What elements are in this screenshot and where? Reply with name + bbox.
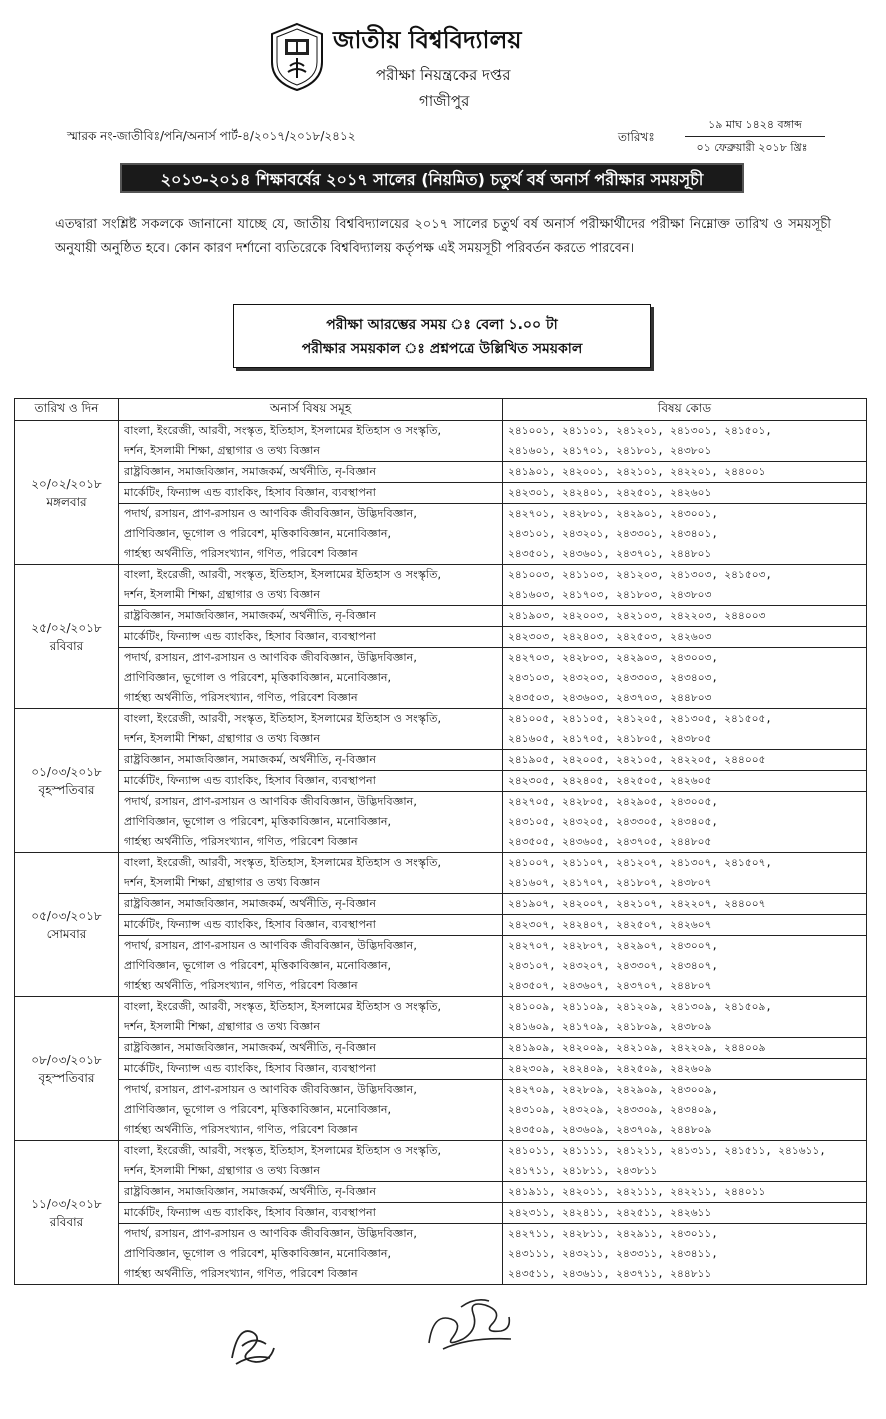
table-row [15, 894, 867, 915]
codes-cell [503, 997, 867, 1038]
subject-code-line: ২৪৩১০৯, ২৪৩২০৯, ২৪৩৩০৯, ২৪৩৪০৯, [508, 1104, 718, 1116]
subject-line: প্রাণিবিজ্ঞান, ভূগোল ও পরিবেশ, মৃত্তিকাবিজ্ঞান, মনোবিজ্ঞান, [124, 671, 392, 684]
subject-line: রাষ্ট্রবিজ্ঞান, সমাজবিজ্ঞান, সমাজকর্ম, অর্থনীতি, নৃ-বিজ্ঞান [124, 1185, 377, 1198]
codes-cell [503, 1080, 867, 1141]
subject-line: গার্হস্থ্য অর্থনীতি, পরিসংখ্যান, গণিত, পরিবেশ বিজ্ঞান [124, 1267, 358, 1280]
city-name: গাজীপুর [419, 92, 470, 110]
codes-cell [503, 1224, 867, 1285]
subject-code-line: ২৪২৭১১, ২৪২৮১১, ২৪২৯১১, ২৪৩০১১, [508, 1228, 718, 1240]
subject-line: মার্কেটিং, ফিন্যান্স এন্ড ব্যাংকিং, হিসাব বিজ্ঞান, ব্যবস্থাপনা [124, 1206, 376, 1219]
subject-line: বাংলা, ইংরেজী, আরবী, সংস্কৃত, ইতিহাস, ইসলামের ইতিহাস ও সংস্কৃতি, [124, 568, 442, 581]
subject-line: রাষ্ট্রবিজ্ঞান, সমাজবিজ্ঞান, সমাজকর্ম, অর্থনীতি, নৃ-বিজ্ঞান [124, 465, 377, 478]
subject-line: মার্কেটিং, ফিন্যান্স এন্ড ব্যাংকিং, হিসাব বিজ্ঞান, ব্যবস্থাপনা [124, 774, 376, 787]
subjects-cell [119, 504, 503, 565]
codes-cell [503, 504, 867, 565]
subject-code-line: ২৪১৬০৭, ২৪১৭০৭, ২৪১৮০৭, ২৪৩৮০৭ [508, 877, 712, 889]
subject-line: মার্কেটিং, ফিন্যান্স এন্ড ব্যাংকিং, হিসাব বিজ্ঞান, ব্যবস্থাপনা [124, 918, 376, 931]
subject-code-line: ২৪১৯০১, ২৪২০০১, ২৪২১০১, ২৪২২০১, ২৪৪০০১ [508, 466, 766, 478]
table-row [15, 792, 867, 853]
subject-code-line: ২৪১৬০৯, ২৪১৭০৯, ২৪১৮০৯, ২৪৩৮০৯ [508, 1021, 712, 1033]
codes-cell [503, 936, 867, 997]
subject-line: রাষ্ট্রবিজ্ঞান, সমাজবিজ্ঞান, সমাজকর্ম, অর্থনীতি, নৃ-বিজ্ঞান [124, 753, 377, 766]
exam-day: মঙ্গলবার [46, 494, 87, 509]
date-day-cell [15, 421, 119, 565]
subject-line: বাংলা, ইংরেজী, আরবী, সংস্কৃত, ইতিহাস, ইসলামের ইতিহাস ও সংস্কৃতি, [124, 1000, 442, 1013]
subject-code-line: ২৪১৭১১, ২৪১৮১১, ২৪৩৮১১ [508, 1165, 658, 1177]
subject-line: গার্হস্থ্য অর্থনীতি, পরিসংখ্যান, গণিত, পরিবেশ বিজ্ঞান [124, 979, 358, 992]
table-row [15, 709, 867, 750]
table-row [15, 853, 867, 894]
table-row [15, 915, 867, 936]
subject-code-line: ২৪১০০১, ২৪১১০১, ২৪১২০১, ২৪১৩০১, ২৪১৫০১, [508, 425, 772, 437]
subjects-cell [119, 1080, 503, 1141]
subject-line: মার্কেটিং, ফিন্যান্স এন্ড ব্যাংকিং, হিসাব বিজ্ঞান, ব্যবস্থাপনা [124, 1062, 376, 1075]
table-row [15, 1182, 867, 1203]
subject-line: গার্হস্থ্য অর্থনীতি, পরিসংখ্যান, গণিত, পরিবেশ বিজ্ঞান [124, 1123, 358, 1136]
subject-line: বাংলা, ইংরেজী, আরবী, সংস্কৃত, ইতিহাস, ইসলামের ইতিহাস ও সংস্কৃতি, [124, 712, 442, 725]
exam-date: ২৫/০২/২০১৮ [31, 620, 102, 635]
table-row [15, 1141, 867, 1182]
subjects-cell [119, 1141, 503, 1182]
table-row [15, 483, 867, 504]
table-header-row [15, 399, 867, 421]
subject-code-line: ২৪৩৫০৩, ২৪৩৬০৩, ২৪৩৭০৩, ২৪৪৮০৩ [508, 692, 712, 704]
signature-right-icon [423, 1293, 515, 1355]
codes-cell [503, 1141, 867, 1182]
subject-code-line: ২৪২৭০১, ২৪২৮০১, ২৪২৯০১, ২৪৩০০১, [508, 508, 718, 520]
subject-line: মার্কেটিং, ফিন্যান্স এন্ড ব্যাংকিং, হিসাব বিজ্ঞান, ব্যবস্থাপনা [124, 486, 376, 499]
subjects-cell [119, 648, 503, 709]
subject-line: পদার্থ, রসায়ন, প্রাণ-রসায়ন ও আণবিক জীববিজ্ঞান, উদ্ভিদবিজ্ঞান, [124, 795, 417, 808]
subjects-cell [119, 894, 503, 915]
subject-line: প্রাণিবিজ্ঞান, ভূগোল ও পরিবেশ, মৃত্তিকাবিজ্ঞান, মনোবিজ্ঞান, [124, 1247, 392, 1260]
subject-line: রাষ্ট্রবিজ্ঞান, সমাজবিজ্ঞান, সমাজকর্ম, অর্থনীতি, নৃ-বিজ্ঞান [124, 897, 377, 910]
codes-cell [503, 853, 867, 894]
table-row [15, 606, 867, 627]
subject-code-line: ২৪৩১০৩, ২৪৩২০৩, ২৪৩৩০৩, ২৪৩৪০৩, [508, 672, 718, 684]
subjects-cell [119, 709, 503, 750]
subjects-cell [119, 915, 503, 936]
subject-line: বাংলা, ইংরেজী, আরবী, সংস্কৃত, ইতিহাস, ইসলামের ইতিহাস ও সংস্কৃতি, [124, 856, 442, 869]
subjects-cell [119, 421, 503, 462]
subjects-cell [119, 1182, 503, 1203]
codes-cell [503, 483, 867, 504]
subjects-cell [119, 1059, 503, 1080]
subject-code-line: ২৪২৩০৯, ২৪২৪০৯, ২৪২৫০৯, ২৪২৬০৯ [508, 1063, 712, 1075]
subjects-cell [119, 771, 503, 792]
subject-line: দর্শন, ইসলামী শিক্ষা, গ্রন্থাগার ও তথ্য বিজ্ঞান [124, 876, 321, 889]
subject-line: পদার্থ, রসায়ন, প্রাণ-রসায়ন ও আণবিক জীববিজ্ঞান, উদ্ভিদবিজ্ঞান, [124, 1083, 417, 1096]
subjects-cell [119, 606, 503, 627]
signature-left-icon [226, 1318, 278, 1370]
subjects-cell [119, 1038, 503, 1059]
table-row [15, 565, 867, 606]
codes-cell [503, 894, 867, 915]
date-bangla: ১৯ মাঘ ১৪২৪ বঙ্গাব্দ [685, 116, 825, 137]
codes-cell [503, 1203, 867, 1224]
codes-cell [503, 627, 867, 648]
subject-code-line: ২৪২৩০৭, ২৪২৪০৭, ২৪২৫০৭, ২৪২৬০৭ [508, 919, 712, 931]
exam-duration: পরীক্ষার সময়কাল ঃ প্রশ্নপত্রে উল্লিখিত সময়কাল [301, 341, 583, 357]
codes-cell [503, 1038, 867, 1059]
exam-date: ০৮/০৩/২০১৮ [31, 1052, 102, 1067]
date-day-cell [15, 709, 119, 853]
schedule-body [15, 421, 867, 1285]
subject-code-line: ২৪৩৫০৯, ২৪৩৬০৯, ২৪৩৭০৯, ২৪৪৮০৯ [508, 1124, 712, 1136]
table-row [15, 750, 867, 771]
subject-line: পদার্থ, রসায়ন, প্রাণ-রসায়ন ও আণবিক জীববিজ্ঞান, উদ্ভিদবিজ্ঞান, [124, 1227, 417, 1240]
university-logo-icon [268, 22, 326, 92]
subject-code-line: ২৪৩৫০৭, ২৪৩৬০৭, ২৪৩৭০৭, ২৪৪৮০৭ [508, 980, 712, 992]
subjects-cell [119, 997, 503, 1038]
subject-line: মার্কেটিং, ফিন্যান্স এন্ড ব্যাংকিং, হিসাব বিজ্ঞান, ব্যবস্থাপনা [124, 630, 376, 643]
exam-date: ১১/০৩/২০১৮ [31, 1196, 102, 1211]
subject-line: গার্হস্থ্য অর্থনীতি, পরিসংখ্যান, গণিত, পরিবেশ বিজ্ঞান [124, 835, 358, 848]
subjects-cell [119, 627, 503, 648]
codes-cell [503, 462, 867, 483]
subject-code-line: ২৪১৬০৩, ২৪১৭০৩, ২৪১৮০৩, ২৪৩৮০৩ [508, 589, 712, 601]
subject-code-line: ২৪৩৫০৫, ২৪৩৬০৫, ২৪৩৭০৫, ২৪৪৮০৫ [508, 836, 712, 848]
subject-line: বাংলা, ইংরেজী, আরবী, সংস্কৃত, ইতিহাস, ইসলামের ইতিহাস ও সংস্কৃতি, [124, 424, 442, 437]
subject-line: রাষ্ট্রবিজ্ঞান, সমাজবিজ্ঞান, সমাজকর্ম, অর্থনীতি, নৃ-বিজ্ঞান [124, 1041, 377, 1054]
subjects-cell [119, 483, 503, 504]
subject-code-line: ২৪৩৫০১, ২৪৩৬০১, ২৪৩৭০১, ২৪৪৮০১ [508, 548, 712, 560]
date-label: তারিখঃ [618, 130, 655, 144]
subjects-cell [119, 792, 503, 853]
date-english: ০১ ফেব্রুয়ারী ২০১৮ খ্রিঃ [696, 141, 808, 154]
subjects-cell [119, 565, 503, 606]
office-name: পরীক্ষা নিয়ন্ত্রকের দপ্তর [376, 66, 511, 84]
subjects-cell [119, 750, 503, 771]
codes-cell [503, 709, 867, 750]
codes-cell [503, 606, 867, 627]
subject-code-line: ২৪৩১০৫, ২৪৩২০৫, ২৪৩৩০৫, ২৪৩৪০৫, [508, 816, 718, 828]
subject-code-line: ২৪১৯০৫, ২৪২০০৫, ২৪২১০৫, ২৪২২০৫, ২৪৪০০৫ [508, 754, 766, 766]
subject-line: প্রাণিবিজ্ঞান, ভূগোল ও পরিবেশ, মৃত্তিকাবিজ্ঞান, মনোবিজ্ঞান, [124, 1103, 392, 1116]
subject-line: রাষ্ট্রবিজ্ঞান, সমাজবিজ্ঞান, সমাজকর্ম, অর্থনীতি, নৃ-বিজ্ঞান [124, 609, 377, 622]
codes-cell [503, 915, 867, 936]
subject-line: দর্শন, ইসলামী শিক্ষা, গ্রন্থাগার ও তথ্য বিজ্ঞান [124, 732, 321, 745]
subject-line: দর্শন, ইসলামী শিক্ষা, গ্রন্থাগার ও তথ্য বিজ্ঞান [124, 444, 321, 457]
table-row [15, 627, 867, 648]
subject-line: দর্শন, ইসলামী শিক্ষা, গ্রন্থাগার ও তথ্য বিজ্ঞান [124, 1164, 321, 1177]
header-subject-code: বিষয় কোড [503, 399, 867, 421]
table-row [15, 648, 867, 709]
codes-cell [503, 648, 867, 709]
table-row [15, 504, 867, 565]
exam-day: বৃহস্পতিবার [38, 782, 95, 797]
exam-day: রবিবার [49, 638, 84, 653]
table-row [15, 771, 867, 792]
subject-line: দর্শন, ইসলামী শিক্ষা, গ্রন্থাগার ও তথ্য বিজ্ঞান [124, 1020, 321, 1033]
exam-date: ২০/০২/২০১৮ [31, 476, 102, 491]
subject-line: পদার্থ, রসায়ন, প্রাণ-রসায়ন ও আণবিক জীববিজ্ঞান, উদ্ভিদবিজ্ঞান, [124, 507, 417, 520]
subject-code-line: ২৪১৯০৩, ২৪২০০৩, ২৪২১০৩, ২৪২২০৩, ২৪৪০০৩ [508, 610, 766, 622]
subject-line: গার্হস্থ্য অর্থনীতি, পরিসংখ্যান, গণিত, পরিবেশ বিজ্ঞান [124, 691, 358, 704]
subject-code-line: ২৪২৩১১, ২৪২৪১১, ২৪২৫১১, ২৪২৬১১ [508, 1207, 712, 1219]
subject-code-line: ২৪২৭০৭, ২৪২৮০৭, ২৪২৯০৭, ২৪৩০০৭, [508, 940, 718, 952]
subject-code-line: ২৪৩৫১১, ২৪৩৬১১, ২৪৩৭১১, ২৪৪৮১১ [508, 1268, 712, 1280]
table-row [15, 462, 867, 483]
subjects-cell [119, 462, 503, 483]
subject-line: প্রাণিবিজ্ঞান, ভূগোল ও পরিবেশ, মৃত্তিকাবিজ্ঞান, মনোবিজ্ঞান, [124, 815, 392, 828]
subject-code-line: ২৪৩১০৭, ২৪৩২০৭, ২৪৩৩০৭, ২৪৩৪০৭, [508, 960, 718, 972]
table-row [15, 997, 867, 1038]
subjects-cell [119, 1224, 503, 1285]
table-row [15, 1059, 867, 1080]
schedule-title: ২০১৩-২০১৪ শিক্ষাবর্ষের ২০১৭ সালের (নিয়মিত) চতুর্থ বর্ষ অনার্স পরীক্ষার সময়সূচী [120, 163, 744, 193]
exam-date: ০৫/০৩/২০১৮ [31, 908, 102, 923]
table-row [15, 1203, 867, 1224]
subject-code-line: ২৪১৬০১, ২৪১৭০১, ২৪১৮০১, ২৪৩৮০১ [508, 445, 712, 457]
codes-cell [503, 1182, 867, 1203]
table-row [15, 1080, 867, 1141]
header-subjects: অনার্স বিষয় সমূহ [119, 399, 503, 421]
schedule-table [14, 398, 867, 1285]
subject-code-line: ২৪২৭০৯, ২৪২৮০৯, ২৪২৯০৯, ২৪৩০০৯, [508, 1084, 718, 1096]
subject-code-line: ২৪১০০৭, ২৪১১০৭, ২৪১২০৭, ২৪১৩০৭, ২৪১৫০৭, [508, 857, 772, 869]
subject-code-line: ২৪২৩০৩, ২৪২৪০৩, ২৪২৫০৩, ২৪২৬০৩ [508, 631, 712, 643]
date-day-cell [15, 853, 119, 997]
date-day-cell [15, 1141, 119, 1285]
codes-cell [503, 750, 867, 771]
codes-cell [503, 792, 867, 853]
subject-code-line: ২৪১০০৯, ২৪১১০৯, ২৪১২০৯, ২৪১৩০৯, ২৪১৫০৯, [508, 1001, 772, 1013]
header-date-day: তারিখ ও দিন [15, 399, 119, 421]
subject-line: প্রাণিবিজ্ঞান, ভূগোল ও পরিবেশ, মৃত্তিকাবিজ্ঞান, মনোবিজ্ঞান, [124, 959, 392, 972]
codes-cell [503, 1059, 867, 1080]
subjects-cell [119, 936, 503, 997]
table-row [15, 421, 867, 462]
subject-code-line: ২৪২৭০৩, ২৪২৮০৩, ২৪২৯০৩, ২৪৩০০৩, [508, 652, 718, 664]
subjects-cell [119, 1203, 503, 1224]
table-row [15, 936, 867, 997]
codes-cell [503, 565, 867, 606]
reference-number: স্মারক নং-জাতীবিঃ/পনি/অনার্স পার্ট-৪/২০১৭/২০১৮/২৪১২ [67, 129, 356, 143]
subject-line: প্রাণিবিজ্ঞান, ভূগোল ও পরিবেশ, মৃত্তিকাবিজ্ঞান, মনোবিজ্ঞান, [124, 527, 392, 540]
university-name: জাতীয় বিশ্ববিদ্যালয় [333, 26, 522, 54]
subject-line: পদার্থ, রসায়ন, প্রাণ-রসায়ন ও আণবিক জীববিজ্ঞান, উদ্ভিদবিজ্ঞান, [124, 939, 417, 952]
subject-code-line: ২৪১৯০৯, ২৪২০০৯, ২৪২১০৯, ২৪২২০৯, ২৪৪০০৯ [508, 1042, 766, 1054]
subject-code-line: ২৪২৭০৫, ২৪২৮০৫, ২৪২৯০৫, ২৪৩০০৫, [508, 796, 718, 808]
subjects-cell [119, 853, 503, 894]
subject-line: গার্হস্থ্য অর্থনীতি, পরিসংখ্যান, গণিত, পরিবেশ বিজ্ঞান [124, 547, 358, 560]
subject-code-line: ২৪১৬০৫, ২৪১৭০৫, ২৪১৮০৫, ২৪৩৮০৫ [508, 733, 712, 745]
subject-code-line: ২৪২৩০১, ২৪২৪০১, ২৪২৫০১, ২৪২৬০১ [508, 487, 712, 499]
exam-start-time: পরীক্ষা আরম্ভের সময় ঃ বেলা ১.০০ টা [326, 317, 558, 333]
date-day-cell [15, 565, 119, 709]
table-row [15, 1224, 867, 1285]
exam-day: সোমবার [46, 926, 87, 941]
subject-code-line: ২৪২৩০৫, ২৪২৪০৫, ২৪২৫০৫, ২৪২৬০৫ [508, 775, 712, 787]
subject-code-line: ২৪১০১১, ২৪১১১১, ২৪১২১১, ২৪১৩১১, ২৪১৫১১, ২৪১৬১১, [508, 1145, 826, 1157]
date-day-cell [15, 997, 119, 1141]
subject-code-line: ২৪১৯০৭, ২৪২০০৭, ২৪২১০৭, ২৪২২০৭, ২৪৪০০৭ [508, 898, 766, 910]
subject-line: দর্শন, ইসলামী শিক্ষা, গ্রন্থাগার ও তথ্য বিজ্ঞান [124, 588, 321, 601]
codes-cell [503, 771, 867, 792]
subject-line: বাংলা, ইংরেজী, আরবী, সংস্কৃত, ইতিহাস, ইসলামের ইতিহাস ও সংস্কৃতি, [124, 1144, 442, 1157]
table-row [15, 1038, 867, 1059]
subject-code-line: ২৪১০০৫, ২৪১১০৫, ২৪১২০৫, ২৪১৩০৫, ২৪১৫০৫, [508, 713, 772, 725]
exam-time-box [233, 304, 651, 368]
exam-day: রবিবার [49, 1214, 84, 1229]
exam-day: বৃহস্পতিবার [38, 1070, 95, 1085]
subject-code-line: ২৪১০০৩, ২৪১১০৩, ২৪১২০৩, ২৪১৩০৩, ২৪১৫০৩, [508, 569, 772, 581]
codes-cell [503, 421, 867, 462]
exam-date: ০১/০৩/২০১৮ [31, 764, 102, 779]
subject-code-line: ২৪৩১১১, ২৪৩২১১, ২৪৩৩১১, ২৪৩৪১১, [508, 1248, 718, 1260]
intro-paragraph: এতদ্বারা সংশ্লিষ্ট সকলকে জানানো যাচ্ছে যে, জাতীয় বিশ্ববিদ্যালয়ের ২০১৭ সালের চতুর্থ বর্ষ অনার্স পরীক্ষার্থীদের পরীক্ষা নিম্নোক্ত তারিখ ও সময়সূচী অনুযায়ী অনুষ্ঠিত হবে। কোন কারণ দর্শানো ব্যতিরেকে বিশ্ববিদ্যালয় কর্তৃপক্ষ এই সময়সূচী পরিবর্তন করতে পারবেন। [55, 217, 831, 256]
subject-code-line: ২৪৩১০১, ২৪৩২০১, ২৪৩৩০১, ২৪৩৪০১, [508, 528, 718, 540]
subject-code-line: ২৪১৯১১, ২৪২০১১, ২৪২১১১, ২৪২২১১, ২৪৪০১১ [508, 1186, 766, 1198]
subject-line: পদার্থ, রসায়ন, প্রাণ-রসায়ন ও আণবিক জীববিজ্ঞান, উদ্ভিদবিজ্ঞান, [124, 651, 417, 664]
